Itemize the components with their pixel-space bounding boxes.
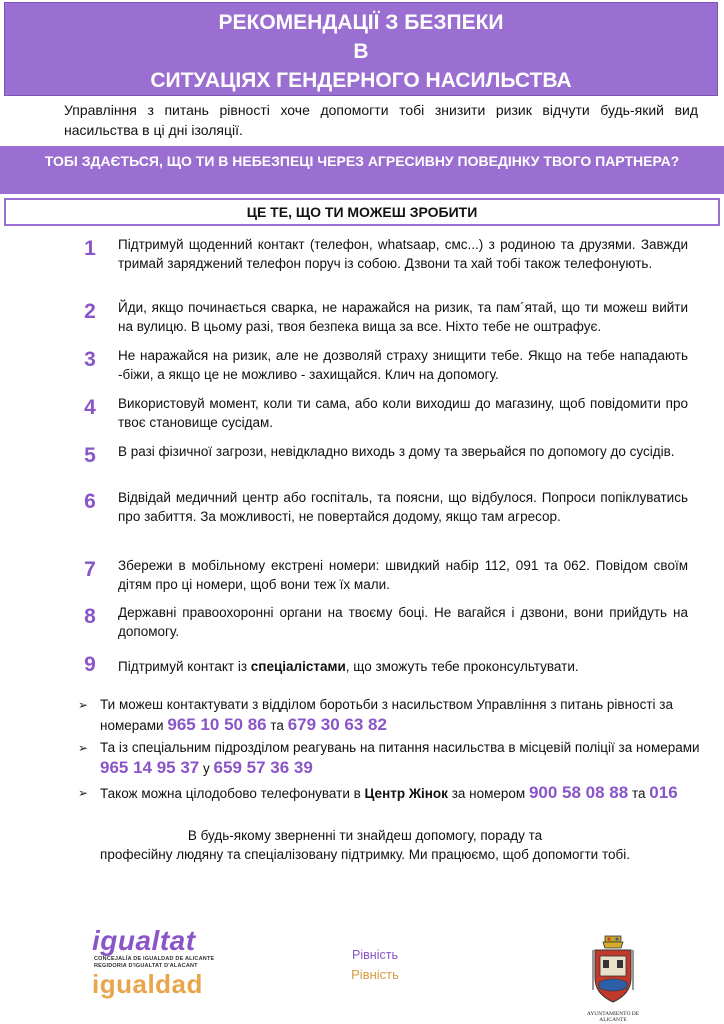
step-text: Відвідай медичний центр або госпіталь, та поясни, що відбулося. Попроси попіклуватись про забиття. За можливості, не повертайся додому, якщо там агресор. [118, 490, 688, 524]
step-number: 1 [84, 237, 96, 260]
city-crest [573, 934, 653, 1023]
step-text-part: Підтримуй контакт із [118, 659, 251, 674]
contact-text: Та із спеціальним підрозділом реагувань на питання насильства в місцевій поліції за номерами [100, 740, 700, 755]
step-number: 8 [84, 605, 96, 628]
phone-number[interactable]: 659 57 36 39 [213, 758, 313, 777]
question-banner: ТОБІ ЗДАЄТЬСЯ, ЩО ТИ В НЕБЕЗПЕЦІ ЧЕРЕЗ АГРЕСИВНУ ПОВЕДІНКУ ТВОГО ПАРТНЕРА? [0, 146, 724, 194]
step-number: 9 [84, 653, 96, 676]
contact-conjunction: та [631, 786, 646, 801]
step-text: Йди, якщо починається сварка, не наражайся на ризик, та пам´ятай, що ти можеш вийти на вулицю. В цьому разі, твоя безпека вища за все. Ніхто тебе не оштрафує. [118, 300, 688, 334]
footer-center-line-1: Рівність [352, 948, 398, 962]
logo-igualtat-text: igualtat [92, 925, 196, 956]
logo-igualdad-text: igualdad [92, 969, 203, 999]
contact-item [78, 695, 704, 736]
contact-text-bold: Центр Жінок [364, 786, 448, 801]
step-text: Збережи в мобільному екстрені номери: швидкий набір 112, 091 та 062. Повідом своїм дітям про ці номери, щоб вони теж їх мали. [118, 558, 688, 592]
closing-text [60, 826, 670, 864]
contact-text: за номером [447, 786, 526, 801]
title-banner [4, 2, 718, 96]
step-text: Державні правоохоронні органи на твоєму боці. Не вагайся і дзвони, вони прийдуть на допомогу. [118, 605, 688, 639]
step-number: 2 [84, 300, 96, 323]
phone-number[interactable]: 900 58 08 88 [528, 783, 629, 802]
contact-item [78, 738, 704, 779]
actions-heading: ЦЕ ТЕ, ЩО ТИ МОЖЕШ ЗРОБИТИ [4, 198, 720, 226]
closing-line-2: професійну людяну та спеціалізовану підтримку. Ми працюємо, щоб допомогти тобі. [100, 847, 630, 862]
phone-number[interactable]: 965 10 50 86 [167, 715, 267, 734]
footer-center-line-2: Рівність [351, 967, 399, 982]
step-text: В разі фізичної загрози, невідкладно виходь з дому та зверьайся по допомогу до сусідів. [118, 444, 675, 459]
step-text-part: , що зможуть тебе проконсультувати. [345, 659, 579, 674]
title-line-1: РЕКОМЕНДАЦІЇ З БЕЗПЕКИ [218, 11, 504, 34]
arrow-bullet-icon: ➢ [78, 698, 89, 712]
closing-line-1: В будь-якому зверненні ти знайдеш допомогу, пораду та [187, 828, 543, 843]
intro-paragraph: Управління з питань рівності хоче допомогти тобі знизити ризик відчути будь-який вид насильства в ці дні ізоляції. [64, 102, 698, 138]
step-text-bold: спеціалістами [250, 659, 346, 674]
logo-subtitle-1: CONCEJALÍA DE IGUALDAD DE ALICANTE [94, 956, 215, 962]
footer-center [330, 946, 420, 986]
igualtat-logo [92, 926, 222, 1006]
step-text: Використовуй момент, коли ти сама, або коли виходиш до магазину, щоб повідомити про твоє становище сусідам. [118, 396, 688, 430]
contact-text: Ти можеш контактувати з відділом боротьби з насильством Управління з питань рівності за номерами [100, 697, 673, 733]
step-text [118, 657, 688, 676]
contact-conjunction: та [270, 718, 284, 733]
contact-conjunction: у [203, 761, 210, 776]
crest-icon [589, 934, 637, 1010]
crest-caption: AYUNTAMIENTO DE ALICANTE [586, 1011, 640, 1023]
step-text: Підтримуй щоденний контакт (телефон, whatsaap, смс...) з родиною та друзями. Завжди тримай заряджений телефон поруч із собою. Дзвони та хай тобі також телефонують. [118, 237, 688, 271]
phone-number[interactable]: 679 30 63 82 [287, 715, 387, 734]
step-number: 4 [84, 396, 96, 419]
phone-number[interactable]: 016 [649, 783, 678, 802]
contact-text: Також можна цілодобово телефонувати в [100, 786, 365, 801]
title-line-2: В [353, 40, 369, 63]
logo-subtitle-2: REGIDORIA D'IGUALTAT D'ALACANT [94, 963, 198, 969]
phone-number[interactable]: 965 14 95 37 [100, 758, 200, 777]
title-line-3: СИТУАЦІЯХ ГЕНДЕРНОГО НАСИЛЬСТВА [150, 69, 572, 92]
arrow-bullet-icon: ➢ [78, 741, 89, 755]
step-text: Не наражайся на ризик, але не дозволяй страху знищити тебе. Якщо на тебе нападають -біжи, а якщо це не можливо - захищайся. Клич на допомогу. [118, 348, 688, 382]
step-number: 3 [84, 348, 96, 371]
contact-item [78, 783, 704, 804]
step-number: 6 [84, 490, 96, 513]
step-number: 7 [84, 558, 96, 581]
step-number: 5 [84, 444, 96, 467]
arrow-bullet-icon: ➢ [78, 786, 89, 800]
